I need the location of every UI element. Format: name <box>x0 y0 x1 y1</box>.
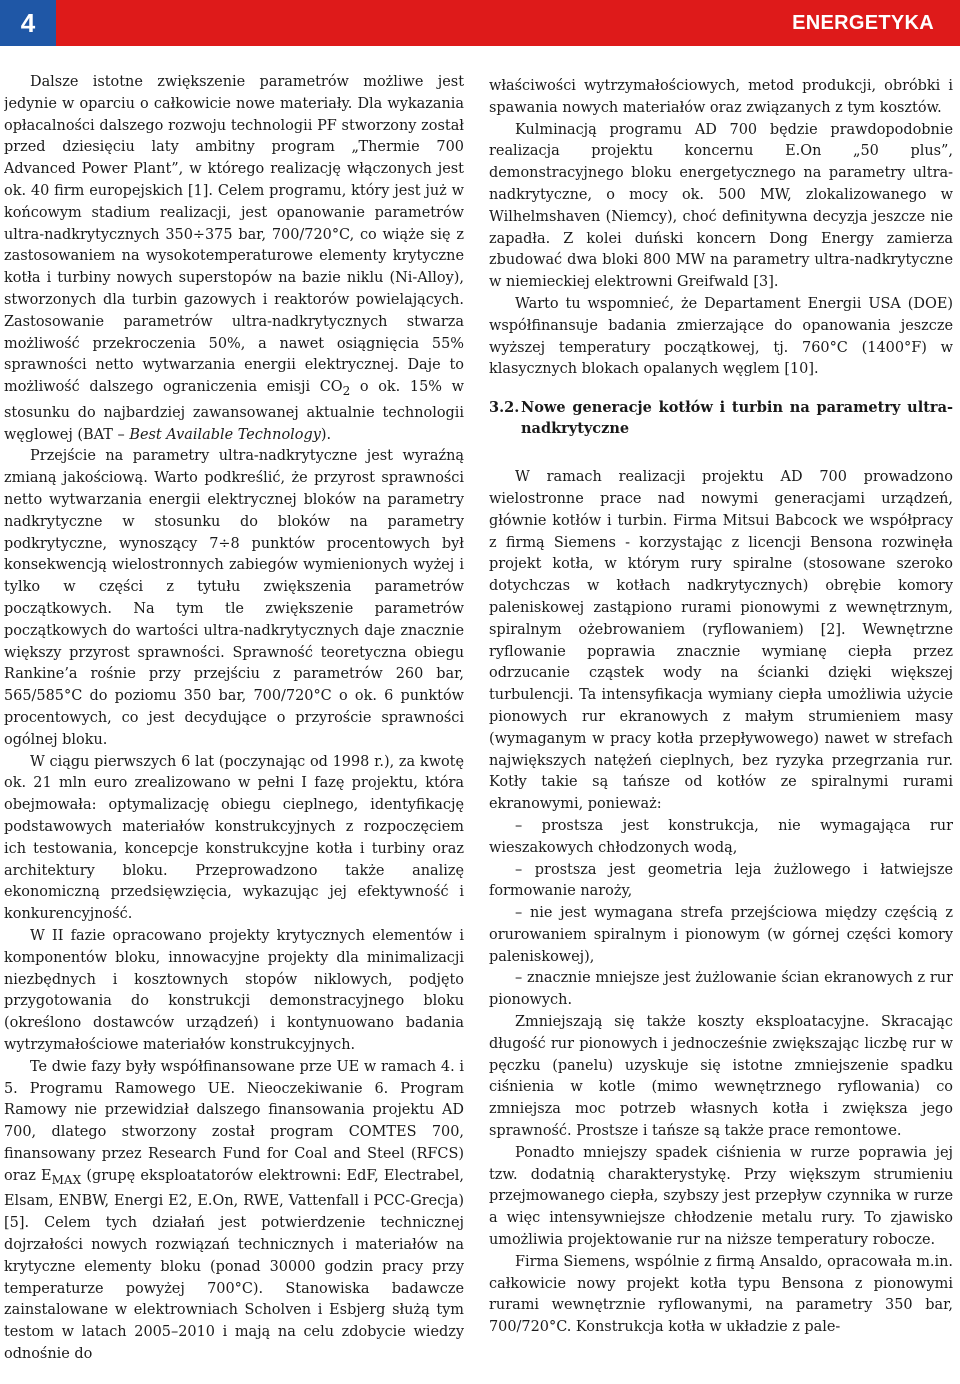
paragraph: Firma Siemens, wspólnie z firmą Ansaldo, opracowała m.in. całkowicie nowy projekt kotła typu Bensona z pionowymi rurami wewnętrznie ryflowanymi, na parametry 350 bar, 700/720°C. Konstrukcja kotła w układzie z pale- <box>489 1253 953 1336</box>
paragraph <box>4 72 464 446</box>
list-item: – znacznie mniejsze jest żużlowanie ścian ekranowych z rur pionowych. <box>489 970 953 1009</box>
paragraph: Warto tu wspomnieć, że Departament Energii USA (DOE) współfinansuje badania zmierzające do opanowania jeszcze wyższej temperatury początkowej, tj. 760°C (1400°F) w klasycznych blokach opalanych węglem [10]. <box>489 295 953 378</box>
page-header-bar <box>0 0 960 46</box>
paragraph: właściwości wytrzymałościowych, metod produkcji, obróbki i spawania nowych materiałów oraz związanych z tym kosztów. <box>489 78 953 116</box>
section-heading-text: Nowe generacje kotłów i turbin na parametry ultra-nadkrytyczne <box>521 399 953 438</box>
paragraph: Zmniejszają się także koszty eksploatacyjne. Skracając długość rur pionowych i jednocześnie zwiększając liczbę rur w pęczku (panelu) uzyskuje się istotne zmniejszenie spadku ciśnienia w kotle (mimo wewnętrznego ryflowania) co zmniejsza moc potrzeb własnych kotła i zwiększa jego sprawność. Prostsze i tańsze są także prace remontowe. <box>489 1014 953 1140</box>
italic-term: Best Available Technology <box>129 426 321 443</box>
right-column <box>489 76 953 1384</box>
page-number: 4 <box>0 0 56 46</box>
paragraph: W II fazie opracowano projekty krytycznych elementów i komponentów bloku, innowacyjne projekty dla minimalizacji niezbędnych i kosztownych stopów niklowych, podjęto przygotowania do konstrukcji demonstracyjnego bloku (określono dostawców urządzeń) i kontynuowano badania wytrzymałościowe materiałów konstrukcyjnych. <box>4 927 464 1053</box>
section-title: ENERGETYKA <box>792 12 934 34</box>
paragraph <box>4 1057 464 1366</box>
paragraph-text: ). <box>320 426 332 443</box>
paragraph-text: Dalsze istotne zwiększenie parametrów możliwe jest jedynie w oparciu o całkowicie nowe materiały. Dla wykazania opłacalności dalszego rozwoju technologii PF stworzony został przed dziesięciu laty ambitny program „Thermie 700 Advanced Power Plant”, w którego realizację włączonych jest ok. 40 firm europejskich [1]. Celem programu, który jest już w końcowym stadium realizacji, jest opanowanie parametrów ultra-nadkrytycznych 350÷375 bar, 700/720°C, co wiąże się z zastosowaniem na wysokotemperaturowe elementy krytyczne kotła i turbiny nowych superstopów na bazie niklu (Ni-Alloy), stworzonych dla turbin gazowych i reaktorów powielających. Zastosowanie parametrów ultra-nadkrytycznych stwarza możliwość przekroczenia 50%, a nawet osiągnięcia 55% sprawności netto wytwarzania energii elektrycznej. Daje to możliwość dalszego ograniczenia emisji CO <box>4 74 464 396</box>
paragraph: Kulminacją programu AD 700 będzie prawdopodobnie realizacja projektu koncernu E.On „50 plus”, demonstracyjnego bloku energetycznego na parametry ultra-nadkrytyczne, o mocy ok. 500 MW, zlokalizowanego w Wilhelmshaven (Niemcy), choć definitywna decyzja jeszcze nie zapadła. Z kolei duński koncern Dong Energy zamierza zbudować dwa bloki 800 MW na parametry ultra-nadkrytyczne w niemieckiej elektrowni Greifwald [3]. <box>489 121 953 291</box>
paragraph: Ponadto mniejszy spadek ciśnienia w rurze poprawia jej tzw. dodatnią charakterystykę. Przy większym strumieniu przejmowanego ciepła, szybszy jest przepływ czynnika w rurze a więc intensywniejsze chłodzenie metalu rury. To zjawisko umożliwia projektowanie rur na niższe temperatury robocze. <box>489 1144 953 1249</box>
section-heading-number: 3.2. <box>489 399 520 417</box>
list-item: – prostsza jest konstrukcja, nie wymagająca rur wieszakowych chłodzonych wodą, <box>489 817 953 856</box>
subscript: 2 <box>342 384 351 399</box>
section-heading <box>489 397 953 439</box>
paragraph-text: o ok. 15% w stosunku do najbardziej zawansowanej aktualnie technologii węglowej (BAT – <box>4 379 464 443</box>
paragraph: Przejście na parametry ultra-nadkrytyczne jest wyraźną zmianą jakościową. Warto podkreślić, że przyrost sprawności netto wytwarzania energii elektrycznej bloków na parametry nadkrytyczne w stosunku do bloków na parametry podkrytyczne, wynoszący 7÷8 punktów procentowych był konsekwencją wielostronnych zabiegów wymienionych wyżej i tylko w części z tytułu zwiększenia parametrów początkowych. Na tym tle zwiększenie parametrów początkowych do wartości ultra-nadkrytycznych daje znacznie większy przyrost sprawności. Sprawność teoretyczna obiegu Rankine’a rośnie przy przejściu z parametrów 260 bar, 565/585°C do poziomu 350 bar, 700/720°C o ok. 6 punktów procentowych, co jest decydujące o przyroście sprawności ogólnej bloku. <box>4 448 464 748</box>
paragraph: W ramach realizacji projektu AD 700 prowadzono wielostronne prace nad nowymi generacjami urządzeń, głównie kotłów i turbin. Firma Mitsui Babcock we współpracy z firmą Siemens - korzystając z licencji Bensona rozwinęła projekt kotła, w którym rury spiralne (stosowane szeroko dotychczas w kotłach nadkrytycznych) obrębie komory paleniskowej zastąpiono rurami pionowymi z wewnętrznym, spiralnym ożebrowaniem (ryflowaniem) [2]. Wewnętrzne ryflowanie poprawia znacznie wymianę ciepła przez odrzucanie cząstek wody na ścianki dzięki większej turbulencji. Ta intensyfikacja wymiany ciepła umożliwia użycie pionowych rur ekranowych z małym strumieniem masy (wymaganym w pracy kotła przepływowego) nawet w strefach największych natężeń cieplnych, bez ryzyka przegrzania rur. Kotły takie są tańsze od kotłów ze spiralnymi rurami ekranowymi, ponieważ: <box>489 469 953 813</box>
paragraph-text: (grupę eksploatatorów elektrowni: EdF, Electrabel, Elsam, ENBW, Energi E2, E.On, RWE, Vattenfall i PCC-Grecja) [5]. Celem tych działań jest potwierdzenie technicznej dojrzałości nowych rozwiązań technicznych i materiałów na krytyczne elementy bloku (ponad 30000 godzin pracy przy temperaturze powyżej 700°C). Stanowiska badawcze zainstalowane w elektrowniach Scholven i Esbjerg służą tym testom w latach 2005–2010 i mają na celu zdobycie wiedzy odnośnie do <box>4 1167 464 1362</box>
paragraph: W ciągu pierwszych 6 lat (poczynając od 1998 r.), za kwotę ok. 21 mln euro zrealizowano w pełni I fazę projektu, która obejmowała: optymalizację obiegu cieplnego, identyfikację podstawowych materiałów konstrukcyjnych z rozpoczęciem ich testowania, koncepcje konstrukcyjne kotła i turbiny oraz architektury bloku. Przeprowadzono także analizę ekonomiczną przedsięwzięcia, wykazując jej efektywność i konkurencyjność. <box>4 753 464 923</box>
list-item: – prostsza jest geometria leja żużlowego i łatwiejsze formowanie naroży, <box>489 861 953 900</box>
paragraph-text: Te dwie fazy były współfinansowane prze UE w ramach 4. i 5. Programu Ramowego UE. Nieoczekiwanie 6. Program Ramowy nie przewidział dalszego finansowania projektu AD 700, dlatego stworzony został program COMTES 700, finansowany przez Research Fund for Coal and Steel (RFCS) oraz E <box>4 1058 464 1184</box>
list-item: – nie jest wymagana strefa przejściowa między częścią z orurowaniem spiralnym i pionowym (w górnej części komory paleniskowej), <box>489 905 953 965</box>
subscript: MAX <box>51 1172 82 1187</box>
left-column <box>4 72 464 1380</box>
